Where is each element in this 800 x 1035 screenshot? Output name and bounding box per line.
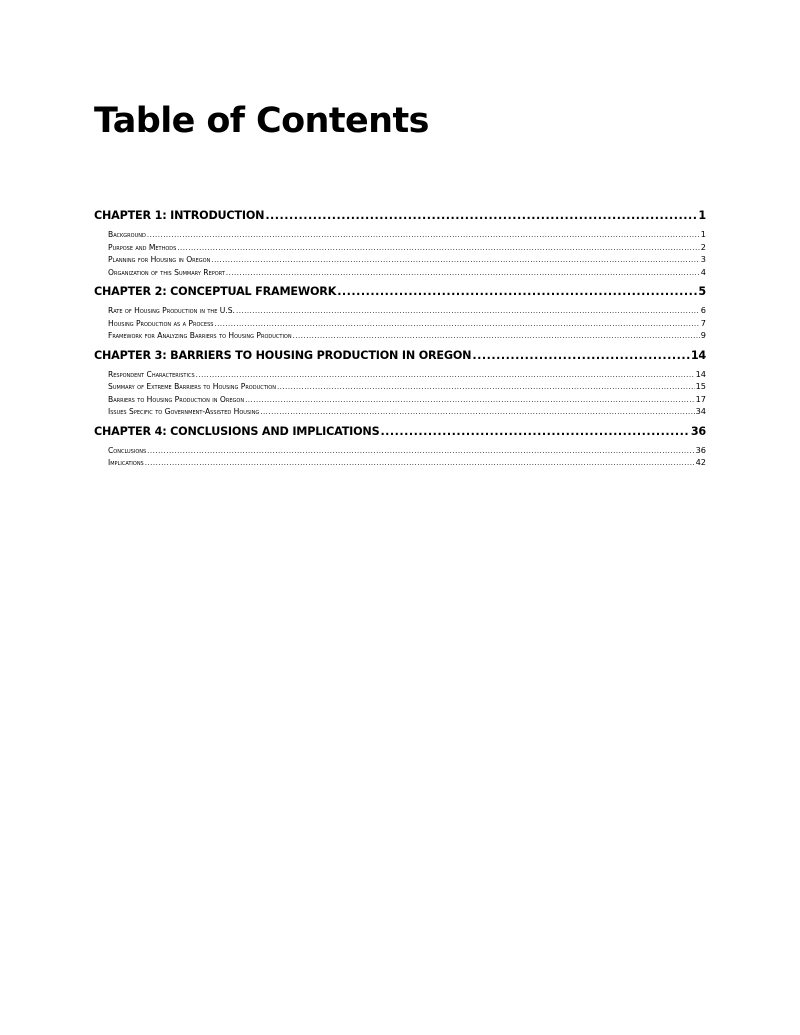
dot-leader bbox=[265, 207, 697, 225]
toc-page-number: 36 bbox=[690, 424, 706, 438]
toc-chapter-1[interactable] bbox=[94, 207, 706, 225]
dot-leader bbox=[145, 457, 695, 470]
toc-entry[interactable] bbox=[94, 253, 706, 266]
toc-entry-label: Organization of this Summary Report bbox=[108, 267, 225, 277]
toc-chapter-1-entries bbox=[94, 228, 706, 278]
dot-leader bbox=[245, 394, 695, 407]
toc-entry-label: Issues Specific to Government-Assisted Housing bbox=[108, 407, 260, 416]
toc-entry-label: Framework for Analyzing Barriers to Housing Production bbox=[108, 331, 292, 340]
toc-entry[interactable] bbox=[94, 228, 706, 241]
toc-page-number: 15 bbox=[695, 381, 706, 391]
toc-page-number: 36 bbox=[695, 444, 706, 455]
toc-page-number: 4 bbox=[700, 266, 706, 277]
dot-leader bbox=[196, 369, 695, 382]
dot-leader bbox=[147, 229, 700, 242]
toc-entry[interactable] bbox=[94, 380, 706, 393]
toc-page-number: 14 bbox=[695, 368, 706, 379]
toc-page-number: 5 bbox=[698, 285, 706, 298]
toc-entry-label: Planning for Housing in Oregon bbox=[108, 255, 211, 264]
toc-page-number: 6 bbox=[700, 305, 706, 315]
toc-entry[interactable] bbox=[94, 456, 706, 469]
toc-chapter-2-entries bbox=[94, 304, 706, 342]
table-of-contents bbox=[94, 207, 706, 474]
toc-entry-label: Housing Production as a Process bbox=[108, 318, 214, 328]
dot-leader bbox=[211, 254, 699, 267]
dot-leader bbox=[277, 381, 695, 394]
toc-page-number: 7 bbox=[700, 317, 706, 328]
toc-chapter-label: CHAPTER 2: CONCEPTUAL FRAMEWORK bbox=[94, 285, 337, 298]
dot-leader bbox=[472, 347, 690, 365]
toc-page-number: 17 bbox=[695, 393, 706, 404]
dot-leader bbox=[147, 445, 694, 458]
toc-entry[interactable] bbox=[94, 266, 706, 279]
dot-leader bbox=[293, 330, 700, 343]
toc-page-number: 1 bbox=[700, 229, 706, 239]
toc-entry[interactable] bbox=[94, 405, 706, 418]
toc-chapter-label: CHAPTER 3: BARRIERS TO HOUSING PRODUCTION IN OREGON bbox=[94, 348, 472, 362]
toc-chapter-4[interactable] bbox=[94, 423, 706, 441]
toc-page-number: 34 bbox=[695, 406, 706, 416]
toc-entry[interactable] bbox=[94, 368, 706, 381]
toc-entry-label: Respondent Characteristics bbox=[108, 369, 195, 379]
toc-entry[interactable] bbox=[94, 241, 706, 254]
dot-leader bbox=[380, 423, 689, 441]
toc-page-number: 1 bbox=[698, 209, 706, 222]
toc-entry[interactable] bbox=[94, 393, 706, 406]
toc-chapter-4-entries bbox=[94, 444, 706, 469]
toc-entry-label: Background bbox=[108, 230, 146, 239]
dot-leader bbox=[177, 242, 699, 255]
toc-page-number: 2 bbox=[700, 241, 706, 252]
toc-chapter-2[interactable] bbox=[94, 283, 706, 301]
page-title: Table of Contents bbox=[94, 101, 429, 141]
dot-leader bbox=[337, 283, 697, 301]
toc-entry-label: Conclusions bbox=[108, 445, 147, 455]
toc-entry-label: Purpose and Methods bbox=[108, 242, 177, 252]
toc-page-number: 3 bbox=[700, 254, 706, 264]
toc-entry-label: Implications bbox=[108, 458, 144, 467]
toc-entry-label: Rate of Housing Production in the U.S. bbox=[108, 306, 235, 315]
toc-entry[interactable] bbox=[94, 444, 706, 457]
dot-leader bbox=[214, 318, 699, 331]
toc-chapter-label: CHAPTER 1: INTRODUCTION bbox=[94, 209, 265, 222]
toc-entry[interactable] bbox=[94, 304, 706, 317]
toc-entry[interactable] bbox=[94, 317, 706, 330]
dot-leader bbox=[260, 406, 694, 419]
toc-chapter-3-entries bbox=[94, 368, 706, 418]
toc-chapter-label: CHAPTER 4: CONCLUSIONS AND IMPLICATIONS bbox=[94, 424, 380, 438]
toc-chapter-3[interactable] bbox=[94, 347, 706, 365]
toc-entry-label: Summary of Extreme Barriers to Housing Production bbox=[108, 382, 276, 391]
toc-page-number: 42 bbox=[695, 457, 706, 467]
toc-page-number: 14 bbox=[690, 348, 706, 362]
toc-entry[interactable] bbox=[94, 329, 706, 342]
toc-entry-label: Barriers to Housing Production in Oregon bbox=[108, 394, 245, 404]
dot-leader bbox=[226, 267, 700, 280]
dot-leader bbox=[236, 305, 700, 318]
toc-page-number: 9 bbox=[700, 330, 706, 340]
